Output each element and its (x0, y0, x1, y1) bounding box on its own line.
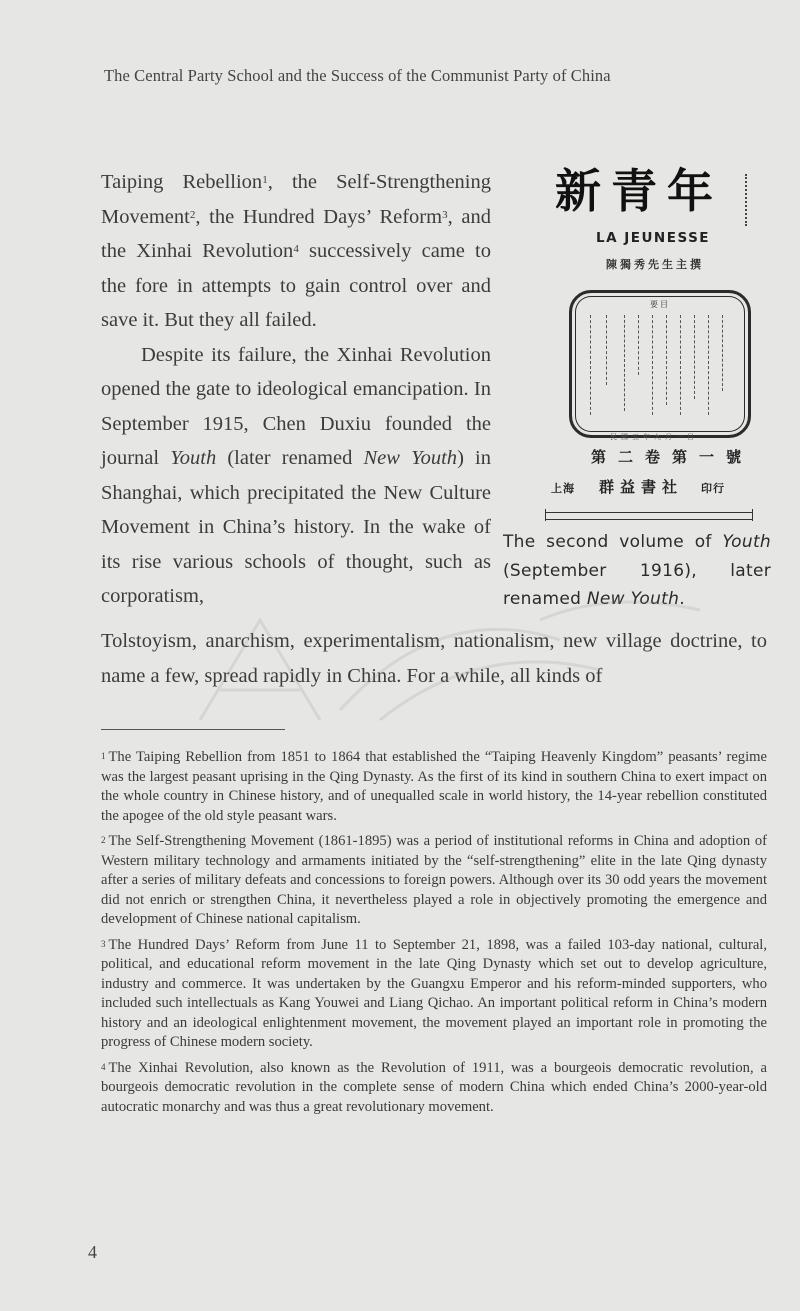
paragraph-2: Despite its failure, the Xinhai Revolution opened the gate to ideological emancipation. In September 1915, Chen Duxiu founded the journal Youth (later renamed New Youth) in Shanghai, which precipitated the New Culture Movement in China’s history. In the wake of its rise various schools of thought, such as corporatism, (101, 343, 491, 607)
footnote-ref-2: 2 (189, 208, 196, 221)
cover-side-decoration (745, 174, 753, 226)
cover-contents-column (694, 315, 698, 399)
footnote-ref-3: 3 (442, 208, 448, 221)
footnote-2: $^2$ The Self-Strengthening Movement (1861-1895) was a period of institutional reforms in China and adoption of Western military technology and armaments initiated by the “self-strengthening” elite in the late Qing dynasty after a series of military defeats and concessions to foreign powers. Although over its 30 odd years the movement did not enrich or strengthen China, it nevertheless played a role in objectively promoting the emergence and development of Chinese national capitalism. (101, 833, 767, 927)
journal-cover-image (545, 160, 753, 516)
cover-contents-column (638, 315, 642, 375)
running-head: The Central Party School and the Success of the Communist Party of China (104, 66, 611, 85)
cover-issue-date: 民國五年九月一日 (610, 433, 698, 441)
footnotes (101, 748, 767, 1123)
footnote-ref-1: 1 (262, 174, 268, 186)
cover-contents-frame (569, 290, 751, 438)
paragraph-2-continued: Tolstoyism, anarchism, experimentalism, nationalism, new village doctrine, to name a few, spread rapidly in China. For a while, all kinds of (101, 630, 767, 687)
footnote-divider (101, 729, 285, 730)
cover-contents-column (708, 315, 712, 415)
cover-contents-column (680, 315, 684, 415)
cover-contents-column (666, 315, 670, 405)
cover-title: 新青年 (555, 164, 723, 218)
cover-contents-column (652, 315, 656, 415)
cover-subtitle: LA JEUNESSE (595, 230, 711, 246)
cover-volume-label: 第二卷第一號 (591, 448, 754, 466)
cover-contents-heading: 要目 (650, 300, 670, 309)
cover-contents-column (590, 315, 594, 415)
footnote-3: $^3$ The Hundred Days’ Reform from June 11 to September 21, 1898, was a failed 103-day national, cultural, political, and educational reform movement in the late Qing Dynasty which set out to develop agriculture, industry and commerce. It was undertaken by the Guangxu Emperor and his reform-minded supporters, who included such intellectuals as Kang Youwei and Liang Qichao. An important political reform in China’s modern history and an ideological enlightenment movement, the movement played an important role in promoting the progress of Chinese modern society. (101, 936, 767, 1050)
cover-contents-column (722, 315, 726, 391)
paragraph-1: Taiping Rebellion$^1$, the Self-Strengthening Movement$^2$, the Hundred Days’ Reform$^3$, and the Xinhai Revolution$^4$ successively came to the fore in attempts to gain control over and save it. But they all failed. (101, 171, 491, 331)
cover-contents-column (606, 315, 610, 385)
footnote-ref-4: 4 (293, 243, 299, 255)
figure (505, 160, 767, 522)
footnote-1: $^1$ The Taiping Rebellion from 1851 to 1864 that established the “Taiping Heavenly Kingdom” peasants’ regime was the largest peasant uprising in the Qing Dynasty. As the first of its kind in southern China to exert impact on the whole country in Chinese history, and of unequalled scale in world history, the 14-year rebellion constituted the apogee of the old style peasant wars. (101, 749, 767, 824)
body-text-wide (101, 624, 767, 693)
cover-publisher: 上海 群益書社 印行 (551, 478, 726, 496)
cover-contents-column (624, 315, 628, 411)
body-text-narrow (101, 165, 491, 614)
cover-editor-line: 陳獨秀先生主撰 (606, 258, 704, 271)
cover-bottom-rule (545, 512, 753, 520)
page-number: 4 (88, 1242, 97, 1262)
footnote-4: $^4$ The Xinhai Revolution, also known as the Revolution of 1911, was a bourgeois democratic revolution, a bourgeois democratic revolution in the complete sense of modern China which ended China’s 2000-year-old autocratic monarchy and was thus a great revolutionary movement. (101, 1059, 767, 1115)
figure-caption: The second volume of Youth (September 1916), later renamed New Youth. (503, 532, 771, 609)
